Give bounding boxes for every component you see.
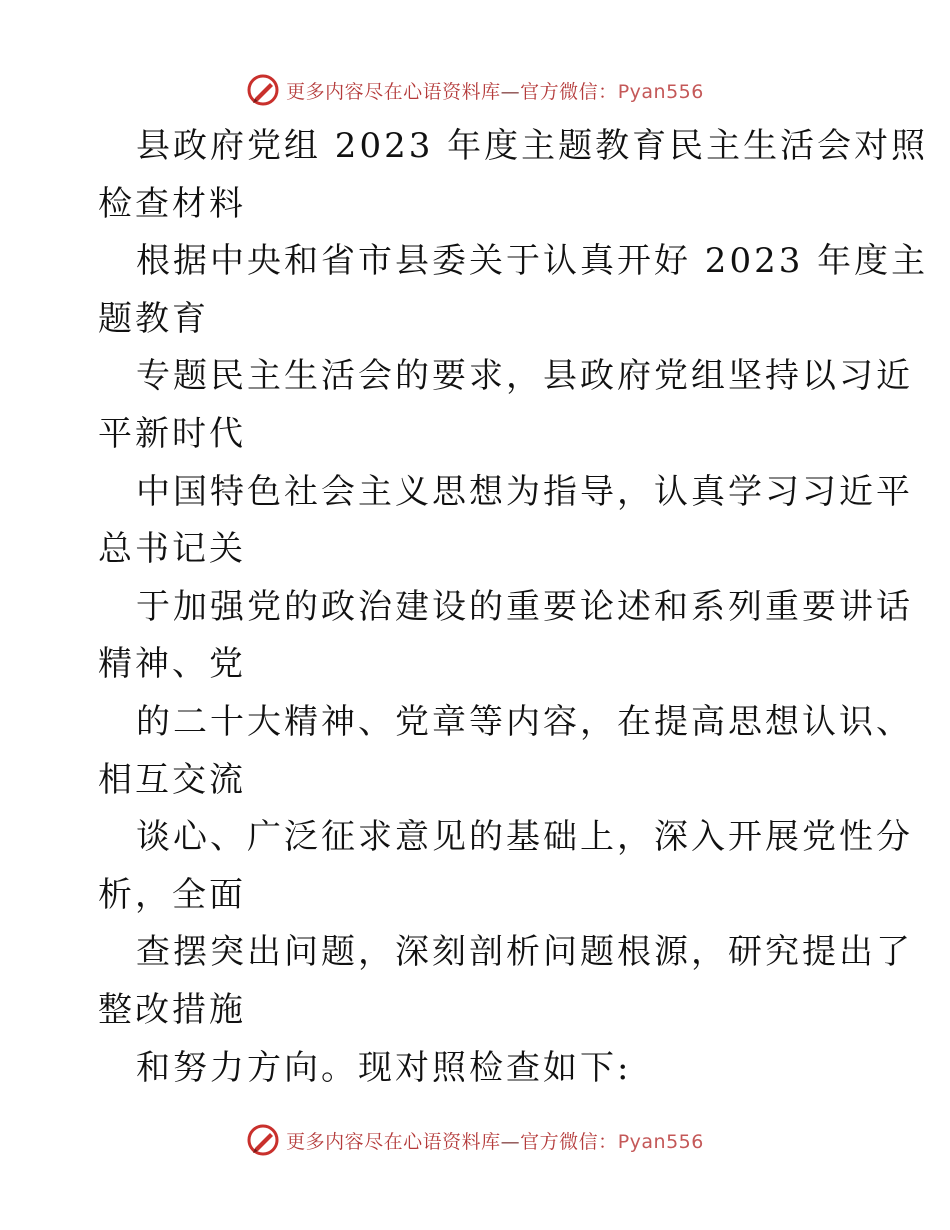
text-line: 中国特色社会主义思想为指导，认真学习习近平 <box>136 471 913 512</box>
text-line: 的二十大精神、党章等内容，在提高思想认识、 <box>136 701 913 742</box>
text-line: 平新时代 <box>98 413 246 454</box>
text-line: 析，全面 <box>98 874 246 915</box>
text-line: 县政府党组 2023 年度主题教育民主生活会对照 <box>136 126 929 166</box>
watermark-site: 更多内容尽在心语资料库 <box>286 80 501 103</box>
watermark-text <box>286 1127 704 1154</box>
text-line: 相互交流 <box>98 759 246 800</box>
watermark-site: 更多内容尽在心语资料库 <box>286 1130 501 1153</box>
header-watermark <box>0 70 950 110</box>
text-line: 根据中央和省市县委关于认真开好 2023 年度主 <box>136 241 929 282</box>
watermark-wechat: Pyan556 <box>617 1130 704 1153</box>
text-line: 整改措施 <box>98 989 246 1030</box>
footer-watermark <box>0 1120 950 1160</box>
watermark-label: 官方微信： <box>520 80 618 103</box>
document-body <box>98 118 929 1097</box>
text-line: 总书记关 <box>98 529 246 570</box>
text-line: 专题民主生活会的要求，县政府党组坚持以习近 <box>136 356 913 397</box>
text-line: 和努力方向。现对照检查如下: <box>136 1047 632 1088</box>
text-line: 检查材料 <box>98 183 246 224</box>
text-line: 于加强党的政治建设的重要论述和系列重要讲话 <box>136 586 913 627</box>
watermark-wechat: Pyan556 <box>617 80 704 103</box>
watermark-label: 官方微信： <box>520 1130 618 1153</box>
text-line: 精神、党 <box>98 644 246 685</box>
watermark-sep: — <box>500 1130 521 1153</box>
text-line: 题教育 <box>98 298 209 339</box>
pen-logo-icon <box>246 73 280 107</box>
watermark-text <box>286 77 704 104</box>
text-line: 谈心、广泛征求意见的基础上，深入开展党性分 <box>136 817 913 858</box>
watermark-sep: — <box>500 80 521 103</box>
text-line: 查摆突出问题，深刻剖析问题根源，研究提出了 <box>136 932 913 973</box>
pen-logo-icon <box>246 1123 280 1157</box>
